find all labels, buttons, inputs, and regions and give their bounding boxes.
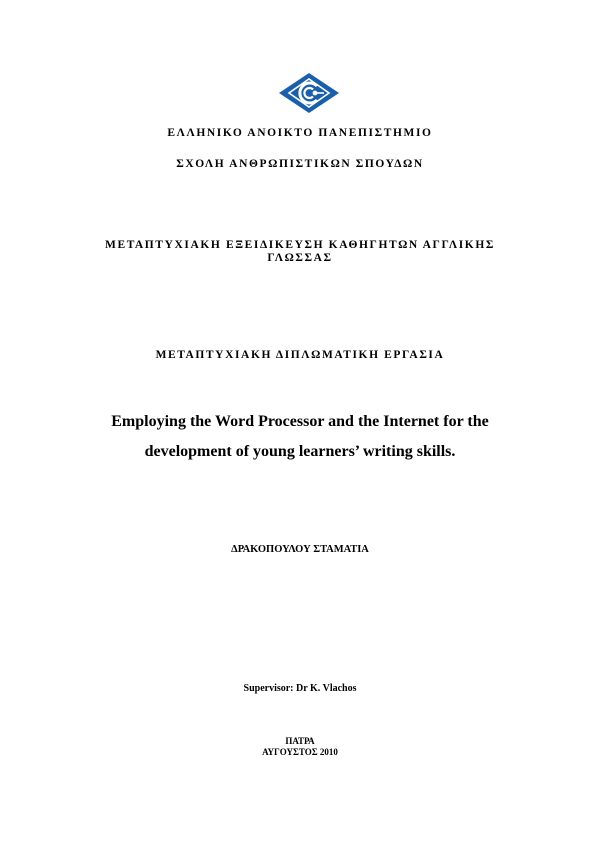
location-date xyxy=(0,736,600,758)
thesis-type: ΜΕΤΑΠΤΥΧΙΑΚΗ ΔΙΠΛΩΜΑΤΙΚΗ ΕΡΓΑΣΙΑ xyxy=(155,349,445,361)
supervisor: Supervisor: Dr K. Vlachos xyxy=(243,683,357,694)
program-name xyxy=(100,239,500,265)
program-name-line1: ΜΕΤΑΠΤΥΧΙΑΚΗ ΕΞΕΙΔΙΚΕΥΣΗ ΚΑΘΗΓΗΤΩΝ ΑΓΓΛΙΚΗΣ xyxy=(104,239,495,251)
program-name-line2: ΓΛΩΣΣΑΣ xyxy=(267,252,333,264)
date: ΑΥΓΟΥΣΤΟΣ 2010 xyxy=(262,747,338,757)
university-name: ΕΛΛΗΝΙΚΟ ΑΝΟΙΚΤΟ ΠΑΝΕΠΙΣΤΗΜΙΟ xyxy=(167,127,433,139)
thesis-title xyxy=(0,407,600,467)
city: ΠΑΤΡΑ xyxy=(285,736,315,746)
thesis-title-line2: development of young learners’ writing skills. xyxy=(144,443,456,460)
author-name: ΔΡΑΚΟΠΟΥΛΟΥ ΣΤΑΜΑΤΙΑ xyxy=(231,544,369,555)
school-name: ΣΧΟΛΗ ΑΝΘΡΩΠΙΣΤΙΚΩΝ ΣΠΟΥΔΩΝ xyxy=(176,158,424,170)
university-logo-icon xyxy=(278,72,340,114)
thesis-title-line1: Employing the Word Processor and the Internet for the xyxy=(111,413,489,430)
